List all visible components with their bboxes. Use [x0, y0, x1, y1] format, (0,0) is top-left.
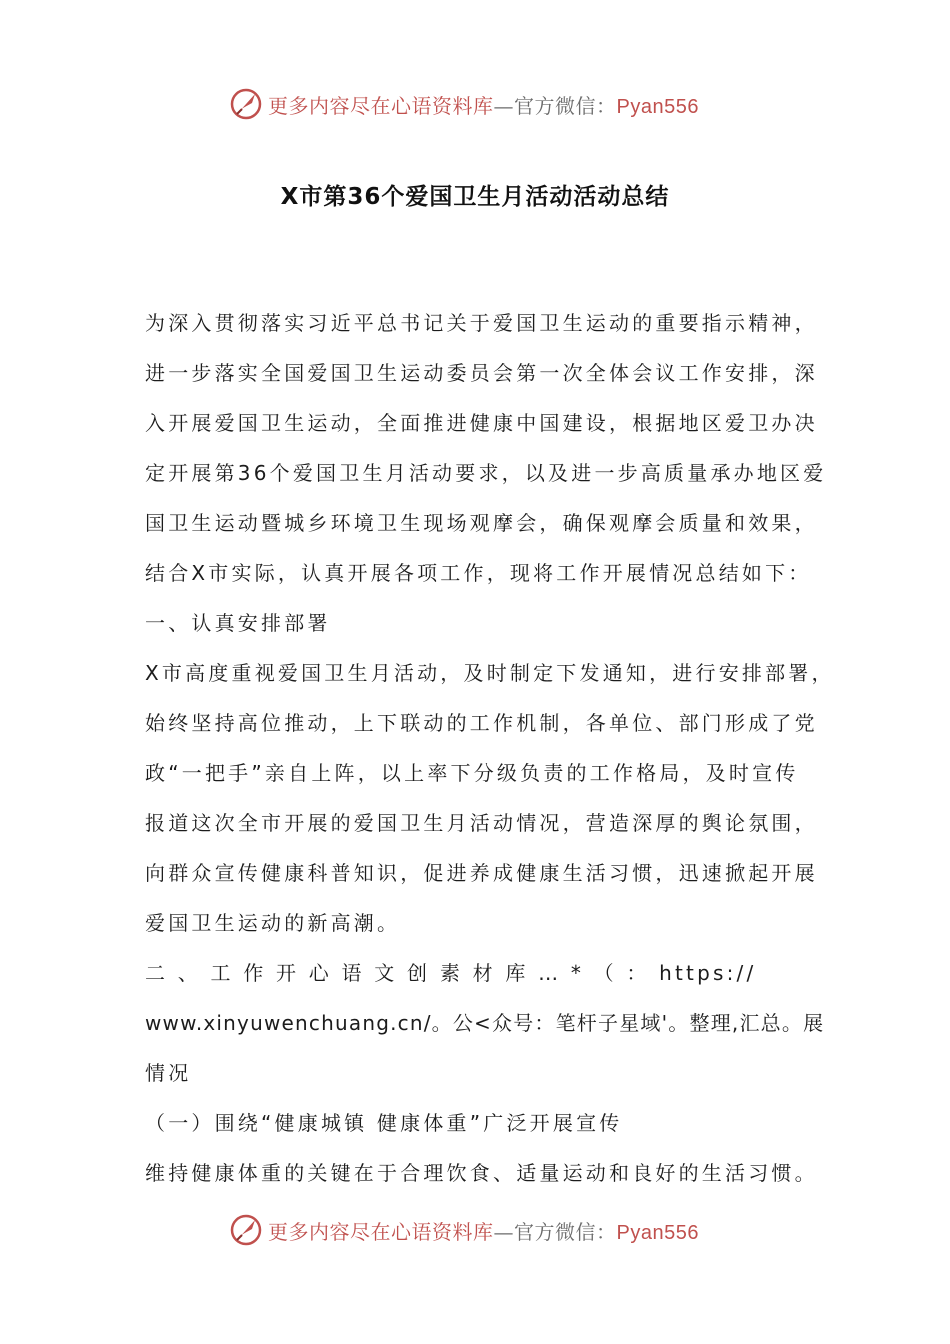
footer-watermark-banner: [228, 1210, 748, 1250]
quill-logo-icon: [228, 86, 264, 122]
subsection-heading: （一）围绕“健康城镇 健康体重”广泛开展宣传: [145, 1111, 623, 1135]
body-line: 国卫生运动暨城乡环境卫生现场观摩会，确保观摩会质量和效果，: [145, 511, 818, 535]
body-line: 始终坚持高位推动，上下联动的工作机制，各单位、部门形成了党: [145, 711, 818, 735]
section-heading-1: 一、认真安排部署: [145, 611, 331, 635]
banner-wechat-id: Pyan556: [616, 1221, 699, 1244]
body-line: 情况: [145, 1061, 192, 1085]
body-line: 入开展爱国卫生运动，全面推进健康中国建设，根据地区爱卫办决: [145, 411, 818, 435]
body-line: 定开展第36个爱国卫生月活动要求，以及进一步高质量承办地区爱: [145, 461, 827, 485]
document-body: [145, 298, 835, 1198]
body-line-url: www.xinyuwenchuang.cn/。公<众号：笔杆子星域'。整理,汇总。展: [145, 1011, 825, 1035]
body-line: 向群众宣传健康科普知识，促进养成健康生活习惯，迅速掀起开展: [145, 861, 818, 885]
body-line: 结合X市实际，认真开展各项工作，现将工作开展情况总结如下：: [145, 561, 812, 585]
body-line: 维持健康体重的关键在于合理饮食、适量运动和良好的生活习惯。: [145, 1161, 818, 1185]
body-line: 进一步落实全国爱国卫生运动委员会第一次全体会议工作安排，深: [145, 361, 818, 385]
body-line: 报道这次全市开展的爱国卫生月活动情况，营造深厚的舆论氛围，: [145, 811, 818, 835]
banner-brand-text: 更多内容尽在心语资料库: [268, 93, 494, 118]
banner-brand-text: 更多内容尽在心语资料库: [268, 1219, 494, 1244]
document-title: X市第36个爱国卫生月活动活动总结: [280, 184, 670, 210]
body-line: 为深入贯彻落实习近平总书记关于爱国卫生运动的重要指示精神，: [145, 311, 818, 335]
body-line: 爱国卫生运动的新高潮。: [145, 911, 401, 935]
quill-logo-icon: [228, 1212, 264, 1248]
banner-official-label: —官方微信：: [493, 93, 617, 118]
banner-wechat-id: Pyan556: [616, 95, 699, 118]
header-watermark-banner: [228, 84, 748, 124]
banner-official-label: —官方微信：: [493, 1219, 617, 1244]
body-line: 政“一把手”亲自上阵，以上率下分级负责的工作格局，及时宣传: [145, 761, 799, 785]
body-line: X市高度重视爱国卫生月活动，及时制定下发通知，进行安排部署，: [145, 661, 835, 685]
section-heading-2: 二 、 工 作 开 心 语 文 创 素 材 库 … * （ ： https://: [145, 961, 757, 985]
